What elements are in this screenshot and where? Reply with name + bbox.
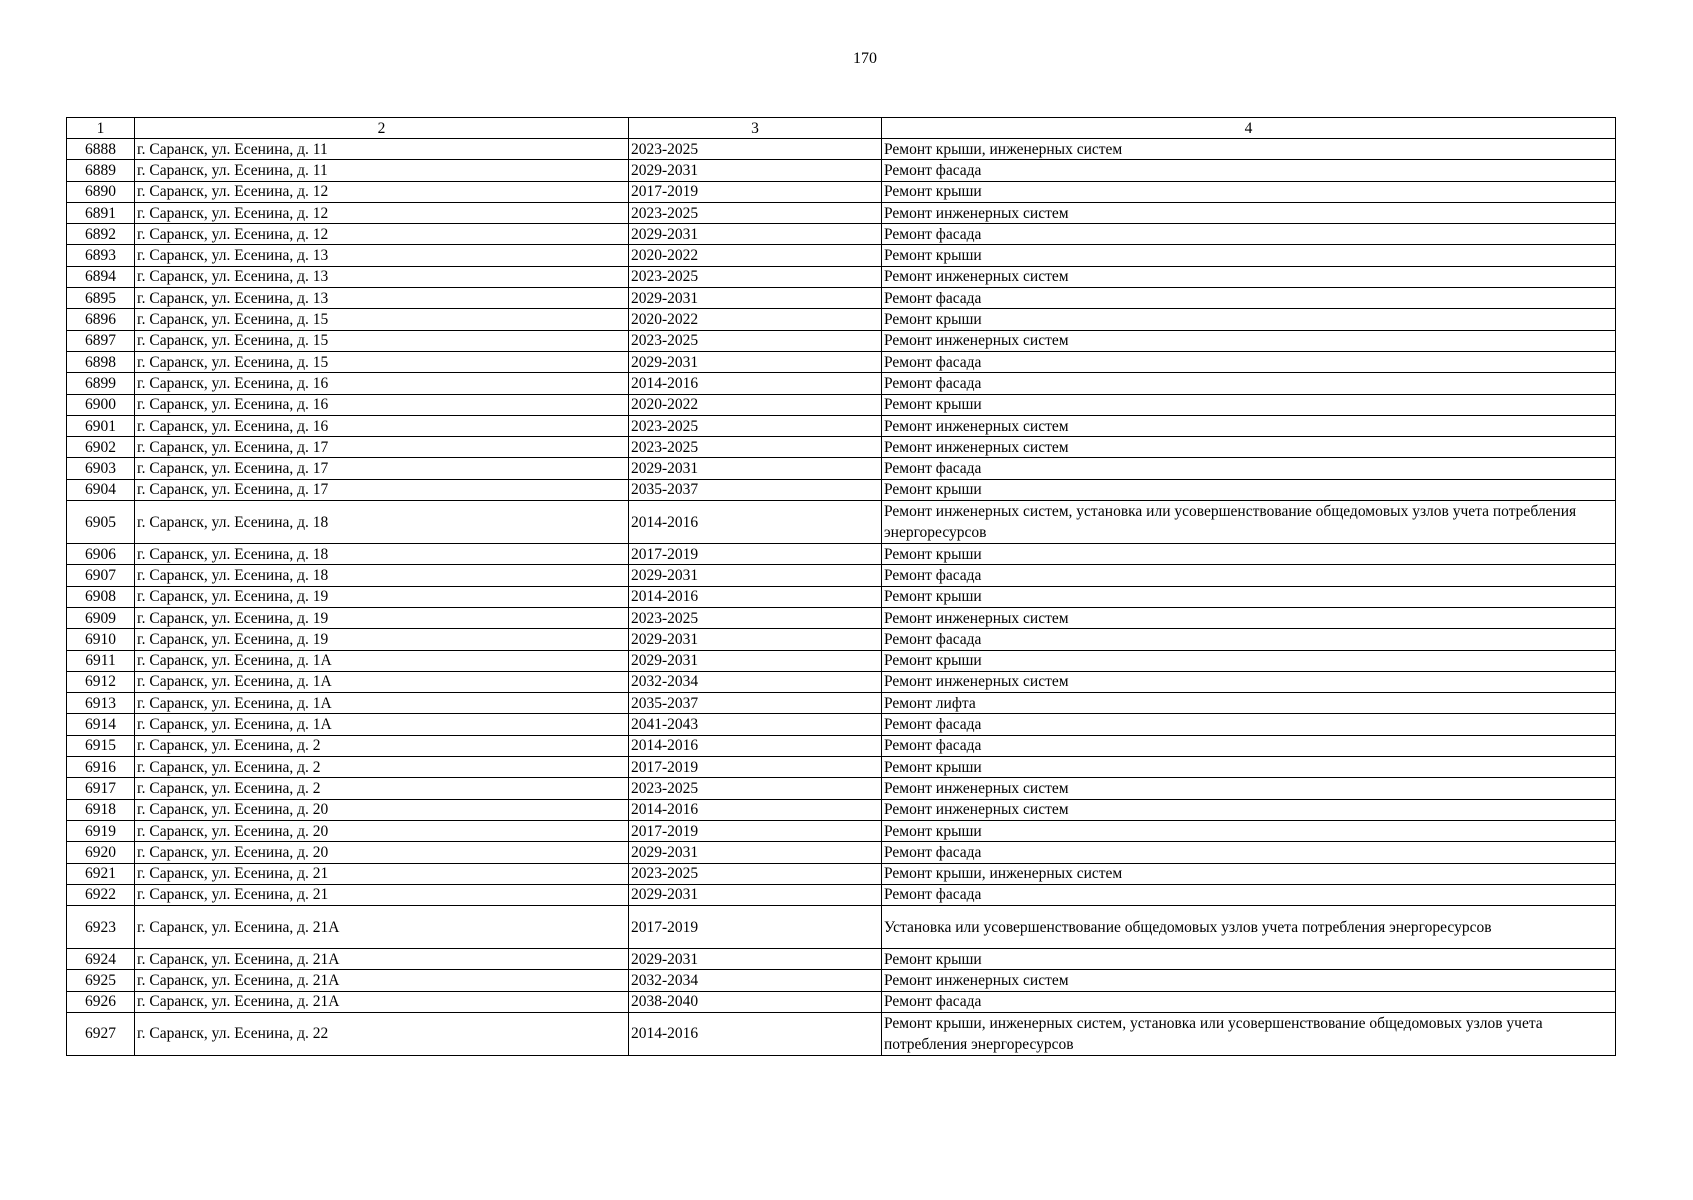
row-number-cell: 6890: [67, 181, 135, 202]
work-type-cell: Ремонт фасада: [882, 714, 1616, 735]
repair-schedule-table: [66, 117, 1616, 1056]
row-number-cell: 6892: [67, 224, 135, 245]
table-row: [67, 991, 1616, 1012]
row-number-cell: 6914: [67, 714, 135, 735]
table-row: [67, 586, 1616, 607]
period-cell: 2029-2031: [629, 458, 882, 479]
table-row: [67, 437, 1616, 458]
table-row: [67, 309, 1616, 330]
work-type-cell: Ремонт инженерных систем: [882, 970, 1616, 991]
column-header: 1: [67, 118, 135, 139]
table-header-row: [67, 118, 1616, 139]
work-type-cell: Ремонт фасада: [882, 160, 1616, 181]
table-row: [67, 565, 1616, 586]
row-number-cell: 6899: [67, 373, 135, 394]
address-cell: г. Саранск, ул. Есенина, д. 20: [135, 820, 629, 841]
address-cell: г. Саранск, ул. Есенина, д. 20: [135, 799, 629, 820]
period-cell: 2014-2016: [629, 799, 882, 820]
row-number-cell: 6918: [67, 799, 135, 820]
work-type-cell: Ремонт фасада: [882, 351, 1616, 372]
row-number-cell: 6924: [67, 949, 135, 970]
table-row: [67, 735, 1616, 756]
table-row: [67, 778, 1616, 799]
row-number-cell: 6888: [67, 139, 135, 160]
work-type-cell: Ремонт крыши, инженерных систем: [882, 139, 1616, 160]
work-type-cell: Ремонт фасада: [882, 884, 1616, 905]
address-cell: г. Саранск, ул. Есенина, д. 12: [135, 224, 629, 245]
row-number-cell: 6911: [67, 650, 135, 671]
row-number-cell: 6889: [67, 160, 135, 181]
row-number-cell: 6898: [67, 351, 135, 372]
address-cell: г. Саранск, ул. Есенина, д. 19: [135, 629, 629, 650]
address-cell: г. Саранск, ул. Есенина, д. 21: [135, 884, 629, 905]
period-cell: 2014-2016: [629, 735, 882, 756]
table-row: [67, 1012, 1616, 1055]
period-cell: 2023-2025: [629, 607, 882, 628]
table-row: [67, 458, 1616, 479]
address-cell: г. Саранск, ул. Есенина, д. 12: [135, 181, 629, 202]
address-cell: г. Саранск, ул. Есенина, д. 2: [135, 735, 629, 756]
row-number-cell: 6917: [67, 778, 135, 799]
work-type-cell: Установка или усовершенствование общедомовых узлов учета потребления энергоресурсов: [882, 906, 1616, 949]
address-cell: г. Саранск, ул. Есенина, д. 20: [135, 842, 629, 863]
row-number-cell: 6921: [67, 863, 135, 884]
work-type-cell: Ремонт крыши: [882, 479, 1616, 500]
work-type-cell: Ремонт инженерных систем: [882, 202, 1616, 223]
period-cell: 2023-2025: [629, 330, 882, 351]
period-cell: 2038-2040: [629, 991, 882, 1012]
work-type-cell: Ремонт фасада: [882, 842, 1616, 863]
row-number-cell: 6915: [67, 735, 135, 756]
work-type-cell: Ремонт крыши: [882, 949, 1616, 970]
work-type-cell: Ремонт крыши, инженерных систем: [882, 863, 1616, 884]
address-cell: г. Саранск, ул. Есенина, д. 11: [135, 160, 629, 181]
row-number-cell: 6910: [67, 629, 135, 650]
work-type-cell: Ремонт крыши: [882, 820, 1616, 841]
period-cell: 2017-2019: [629, 757, 882, 778]
table-row: [67, 479, 1616, 500]
table-row: [67, 288, 1616, 309]
address-cell: г. Саранск, ул. Есенина, д. 13: [135, 245, 629, 266]
period-cell: 2029-2031: [629, 884, 882, 905]
address-cell: г. Саранск, ул. Есенина, д. 21А: [135, 906, 629, 949]
work-type-cell: Ремонт крыши: [882, 650, 1616, 671]
period-cell: 2023-2025: [629, 139, 882, 160]
period-cell: 2017-2019: [629, 544, 882, 565]
row-number-cell: 6920: [67, 842, 135, 863]
work-type-cell: Ремонт инженерных систем: [882, 266, 1616, 287]
period-cell: 2029-2031: [629, 160, 882, 181]
table-row: [67, 330, 1616, 351]
row-number-cell: 6923: [67, 906, 135, 949]
period-cell: 2029-2031: [629, 565, 882, 586]
period-cell: 2014-2016: [629, 1012, 882, 1055]
work-type-cell: Ремонт фасада: [882, 373, 1616, 394]
period-cell: 2020-2022: [629, 309, 882, 330]
address-cell: г. Саранск, ул. Есенина, д. 11: [135, 139, 629, 160]
row-number-cell: 6908: [67, 586, 135, 607]
address-cell: г. Саранск, ул. Есенина, д. 1А: [135, 650, 629, 671]
work-type-cell: Ремонт крыши: [882, 394, 1616, 415]
row-number-cell: 6919: [67, 820, 135, 841]
work-type-cell: Ремонт фасада: [882, 991, 1616, 1012]
address-cell: г. Саранск, ул. Есенина, д. 16: [135, 394, 629, 415]
work-type-cell: Ремонт фасада: [882, 629, 1616, 650]
table-row: [67, 671, 1616, 692]
address-cell: г. Саранск, ул. Есенина, д. 21А: [135, 970, 629, 991]
page-number: 170: [853, 50, 877, 67]
work-type-cell: Ремонт инженерных систем, установка или усовершенствование общедомовых узлов учета потребления энергоресурсов: [882, 501, 1616, 544]
address-cell: г. Саранск, ул. Есенина, д. 21: [135, 863, 629, 884]
work-type-cell: Ремонт крыши: [882, 544, 1616, 565]
period-cell: 2029-2031: [629, 351, 882, 372]
table-row: [67, 906, 1616, 949]
row-number-cell: 6907: [67, 565, 135, 586]
address-cell: г. Саранск, ул. Есенина, д. 2: [135, 778, 629, 799]
period-cell: 2014-2016: [629, 501, 882, 544]
period-cell: 2029-2031: [629, 288, 882, 309]
table-row: [67, 884, 1616, 905]
address-cell: г. Саранск, ул. Есенина, д. 1А: [135, 671, 629, 692]
column-header: 2: [135, 118, 629, 139]
table-row: [67, 351, 1616, 372]
row-number-cell: 6922: [67, 884, 135, 905]
address-cell: г. Саранск, ул. Есенина, д. 19: [135, 586, 629, 607]
work-type-cell: Ремонт крыши: [882, 309, 1616, 330]
period-cell: 2029-2031: [629, 842, 882, 863]
row-number-cell: 6903: [67, 458, 135, 479]
table-row: [67, 650, 1616, 671]
table-row: [67, 245, 1616, 266]
work-type-cell: Ремонт инженерных систем: [882, 607, 1616, 628]
period-cell: 2020-2022: [629, 394, 882, 415]
address-cell: г. Саранск, ул. Есенина, д. 17: [135, 437, 629, 458]
address-cell: г. Саранск, ул. Есенина, д. 15: [135, 330, 629, 351]
table-row: [67, 799, 1616, 820]
period-cell: 2023-2025: [629, 266, 882, 287]
table-row: [67, 693, 1616, 714]
address-cell: г. Саранск, ул. Есенина, д. 16: [135, 373, 629, 394]
table-row: [67, 415, 1616, 436]
address-cell: г. Саранск, ул. Есенина, д. 18: [135, 544, 629, 565]
row-number-cell: 6906: [67, 544, 135, 565]
address-cell: г. Саранск, ул. Есенина, д. 21А: [135, 991, 629, 1012]
address-cell: г. Саранск, ул. Есенина, д. 15: [135, 309, 629, 330]
table-row: [67, 757, 1616, 778]
address-cell: г. Саранск, ул. Есенина, д. 1А: [135, 714, 629, 735]
period-cell: 2017-2019: [629, 820, 882, 841]
period-cell: 2029-2031: [629, 224, 882, 245]
address-cell: г. Саранск, ул. Есенина, д. 17: [135, 458, 629, 479]
address-cell: г. Саранск, ул. Есенина, д. 17: [135, 479, 629, 500]
work-type-cell: Ремонт инженерных систем: [882, 778, 1616, 799]
period-cell: 2023-2025: [629, 415, 882, 436]
period-cell: 2032-2034: [629, 671, 882, 692]
row-number-cell: 6893: [67, 245, 135, 266]
column-header: 3: [629, 118, 882, 139]
row-number-cell: 6927: [67, 1012, 135, 1055]
row-number-cell: 6905: [67, 501, 135, 544]
row-number-cell: 6925: [67, 970, 135, 991]
row-number-cell: 6895: [67, 288, 135, 309]
work-type-cell: Ремонт инженерных систем: [882, 437, 1616, 458]
address-cell: г. Саранск, ул. Есенина, д. 16: [135, 415, 629, 436]
row-number-cell: 6901: [67, 415, 135, 436]
period-cell: 2029-2031: [629, 949, 882, 970]
address-cell: г. Саранск, ул. Есенина, д. 2: [135, 757, 629, 778]
row-number-cell: 6913: [67, 693, 135, 714]
row-number-cell: 6926: [67, 991, 135, 1012]
address-cell: г. Саранск, ул. Есенина, д. 15: [135, 351, 629, 372]
row-number-cell: 6891: [67, 202, 135, 223]
row-number-cell: 6896: [67, 309, 135, 330]
address-cell: г. Саранск, ул. Есенина, д. 18: [135, 501, 629, 544]
table-row: [67, 714, 1616, 735]
table-row: [67, 842, 1616, 863]
address-cell: г. Саранск, ул. Есенина, д. 13: [135, 266, 629, 287]
period-cell: 2029-2031: [629, 629, 882, 650]
table-row: [67, 266, 1616, 287]
work-type-cell: Ремонт крыши, инженерных систем, установка или усовершенствование общедомовых узлов учета потребления энергоресурсов: [882, 1012, 1616, 1055]
table-row: [67, 607, 1616, 628]
row-number-cell: 6912: [67, 671, 135, 692]
period-cell: 2035-2037: [629, 693, 882, 714]
period-cell: 2029-2031: [629, 650, 882, 671]
work-type-cell: Ремонт крыши: [882, 757, 1616, 778]
address-cell: г. Саранск, ул. Есенина, д. 19: [135, 607, 629, 628]
work-type-cell: Ремонт фасада: [882, 565, 1616, 586]
table-row: [67, 160, 1616, 181]
period-cell: 2017-2019: [629, 181, 882, 202]
work-type-cell: Ремонт инженерных систем: [882, 330, 1616, 351]
work-type-cell: Ремонт инженерных систем: [882, 671, 1616, 692]
address-cell: г. Саранск, ул. Есенина, д. 12: [135, 202, 629, 223]
table-row: [67, 949, 1616, 970]
row-number-cell: 6904: [67, 479, 135, 500]
table-row: [67, 970, 1616, 991]
period-cell: 2032-2034: [629, 970, 882, 991]
table-row: [67, 863, 1616, 884]
table-row: [67, 629, 1616, 650]
table-row: [67, 544, 1616, 565]
row-number-cell: 6894: [67, 266, 135, 287]
table-row: [67, 139, 1616, 160]
address-cell: г. Саранск, ул. Есенина, д. 13: [135, 288, 629, 309]
work-type-cell: Ремонт инженерных систем: [882, 415, 1616, 436]
address-cell: г. Саранск, ул. Есенина, д. 22: [135, 1012, 629, 1055]
table-row: [67, 394, 1616, 415]
work-type-cell: Ремонт фасада: [882, 288, 1616, 309]
period-cell: 2017-2019: [629, 906, 882, 949]
work-type-cell: Ремонт фасада: [882, 735, 1616, 756]
period-cell: 2020-2022: [629, 245, 882, 266]
address-cell: г. Саранск, ул. Есенина, д. 18: [135, 565, 629, 586]
table-row: [67, 373, 1616, 394]
row-number-cell: 6902: [67, 437, 135, 458]
row-number-cell: 6897: [67, 330, 135, 351]
period-cell: 2023-2025: [629, 437, 882, 458]
period-cell: 2023-2025: [629, 778, 882, 799]
period-cell: 2023-2025: [629, 863, 882, 884]
work-type-cell: Ремонт крыши: [882, 181, 1616, 202]
work-type-cell: Ремонт крыши: [882, 586, 1616, 607]
period-cell: 2014-2016: [629, 373, 882, 394]
row-number-cell: 6900: [67, 394, 135, 415]
period-cell: 2014-2016: [629, 586, 882, 607]
row-number-cell: 6909: [67, 607, 135, 628]
work-type-cell: Ремонт фасада: [882, 458, 1616, 479]
table-row: [67, 181, 1616, 202]
period-cell: 2023-2025: [629, 202, 882, 223]
table-row: [67, 202, 1616, 223]
work-type-cell: Ремонт лифта: [882, 693, 1616, 714]
period-cell: 2035-2037: [629, 479, 882, 500]
address-cell: г. Саранск, ул. Есенина, д. 1А: [135, 693, 629, 714]
work-type-cell: Ремонт инженерных систем: [882, 799, 1616, 820]
column-header: 4: [882, 118, 1616, 139]
table-row: [67, 224, 1616, 245]
period-cell: 2041-2043: [629, 714, 882, 735]
work-type-cell: Ремонт крыши: [882, 245, 1616, 266]
work-type-cell: Ремонт фасада: [882, 224, 1616, 245]
address-cell: г. Саранск, ул. Есенина, д. 21А: [135, 949, 629, 970]
table-row: [67, 820, 1616, 841]
row-number-cell: 6916: [67, 757, 135, 778]
table-row: [67, 501, 1616, 544]
